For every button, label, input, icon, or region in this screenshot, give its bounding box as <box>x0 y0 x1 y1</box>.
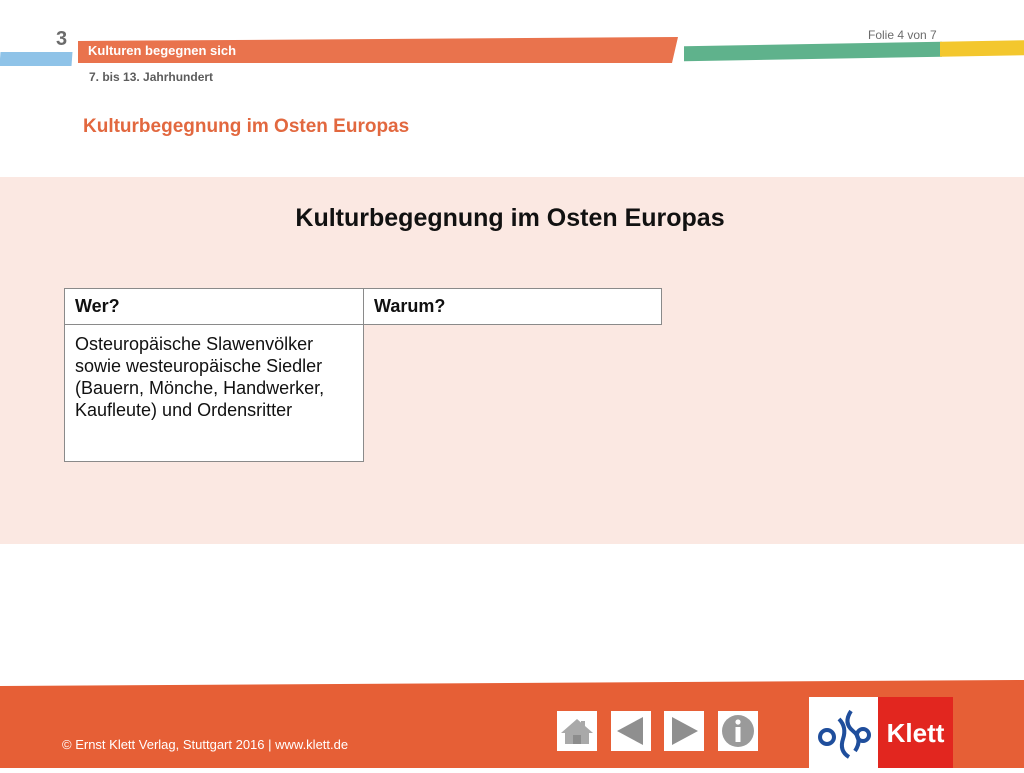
home-icon <box>557 711 597 751</box>
slide-heading: Kulturbegegnung im Osten Europas <box>295 204 725 232</box>
period-subtitle: 7. bis 13. Jahrhundert <box>89 70 214 84</box>
next-slide-button[interactable] <box>664 711 704 751</box>
home-button[interactable] <box>557 711 597 751</box>
table-cell-wer: Osteuropäische Slawenvölker sowie westeuropäische Siedler (Bauern, Mönche, Handwerker, Kaufleute) und Ordensritter <box>65 325 364 462</box>
table-header-warum: Warum? <box>364 289 662 325</box>
previous-slide-button[interactable] <box>611 711 651 751</box>
chapter-number: 3 <box>56 28 68 50</box>
chapter-title: Kulturen begegnen sich <box>88 43 237 58</box>
table-header-row <box>65 289 662 325</box>
info-icon <box>718 711 758 751</box>
slide-counter: Folie 4 von 7 <box>868 28 937 42</box>
table-cell-warum[interactable] <box>364 325 662 462</box>
decorative-stripe-green <box>684 42 942 62</box>
table-header-wer: Wer? <box>65 289 364 325</box>
arrow-left-icon <box>611 711 651 751</box>
copyright-text: © Ernst Klett Verlag, Stuttgart 2016 | www.klett.de <box>62 737 349 752</box>
section-title: Kulturbegegnung im Osten Europas <box>83 116 410 137</box>
table-row <box>65 325 662 462</box>
decorative-stripe-blue <box>0 52 72 66</box>
klett-emblem-icon <box>809 697 879 768</box>
decorative-stripe-yellow <box>940 40 1024 56</box>
logo-text: Klett <box>886 718 945 748</box>
who-why-table <box>64 288 662 462</box>
arrow-right-icon <box>664 711 704 751</box>
info-button[interactable] <box>718 711 758 751</box>
